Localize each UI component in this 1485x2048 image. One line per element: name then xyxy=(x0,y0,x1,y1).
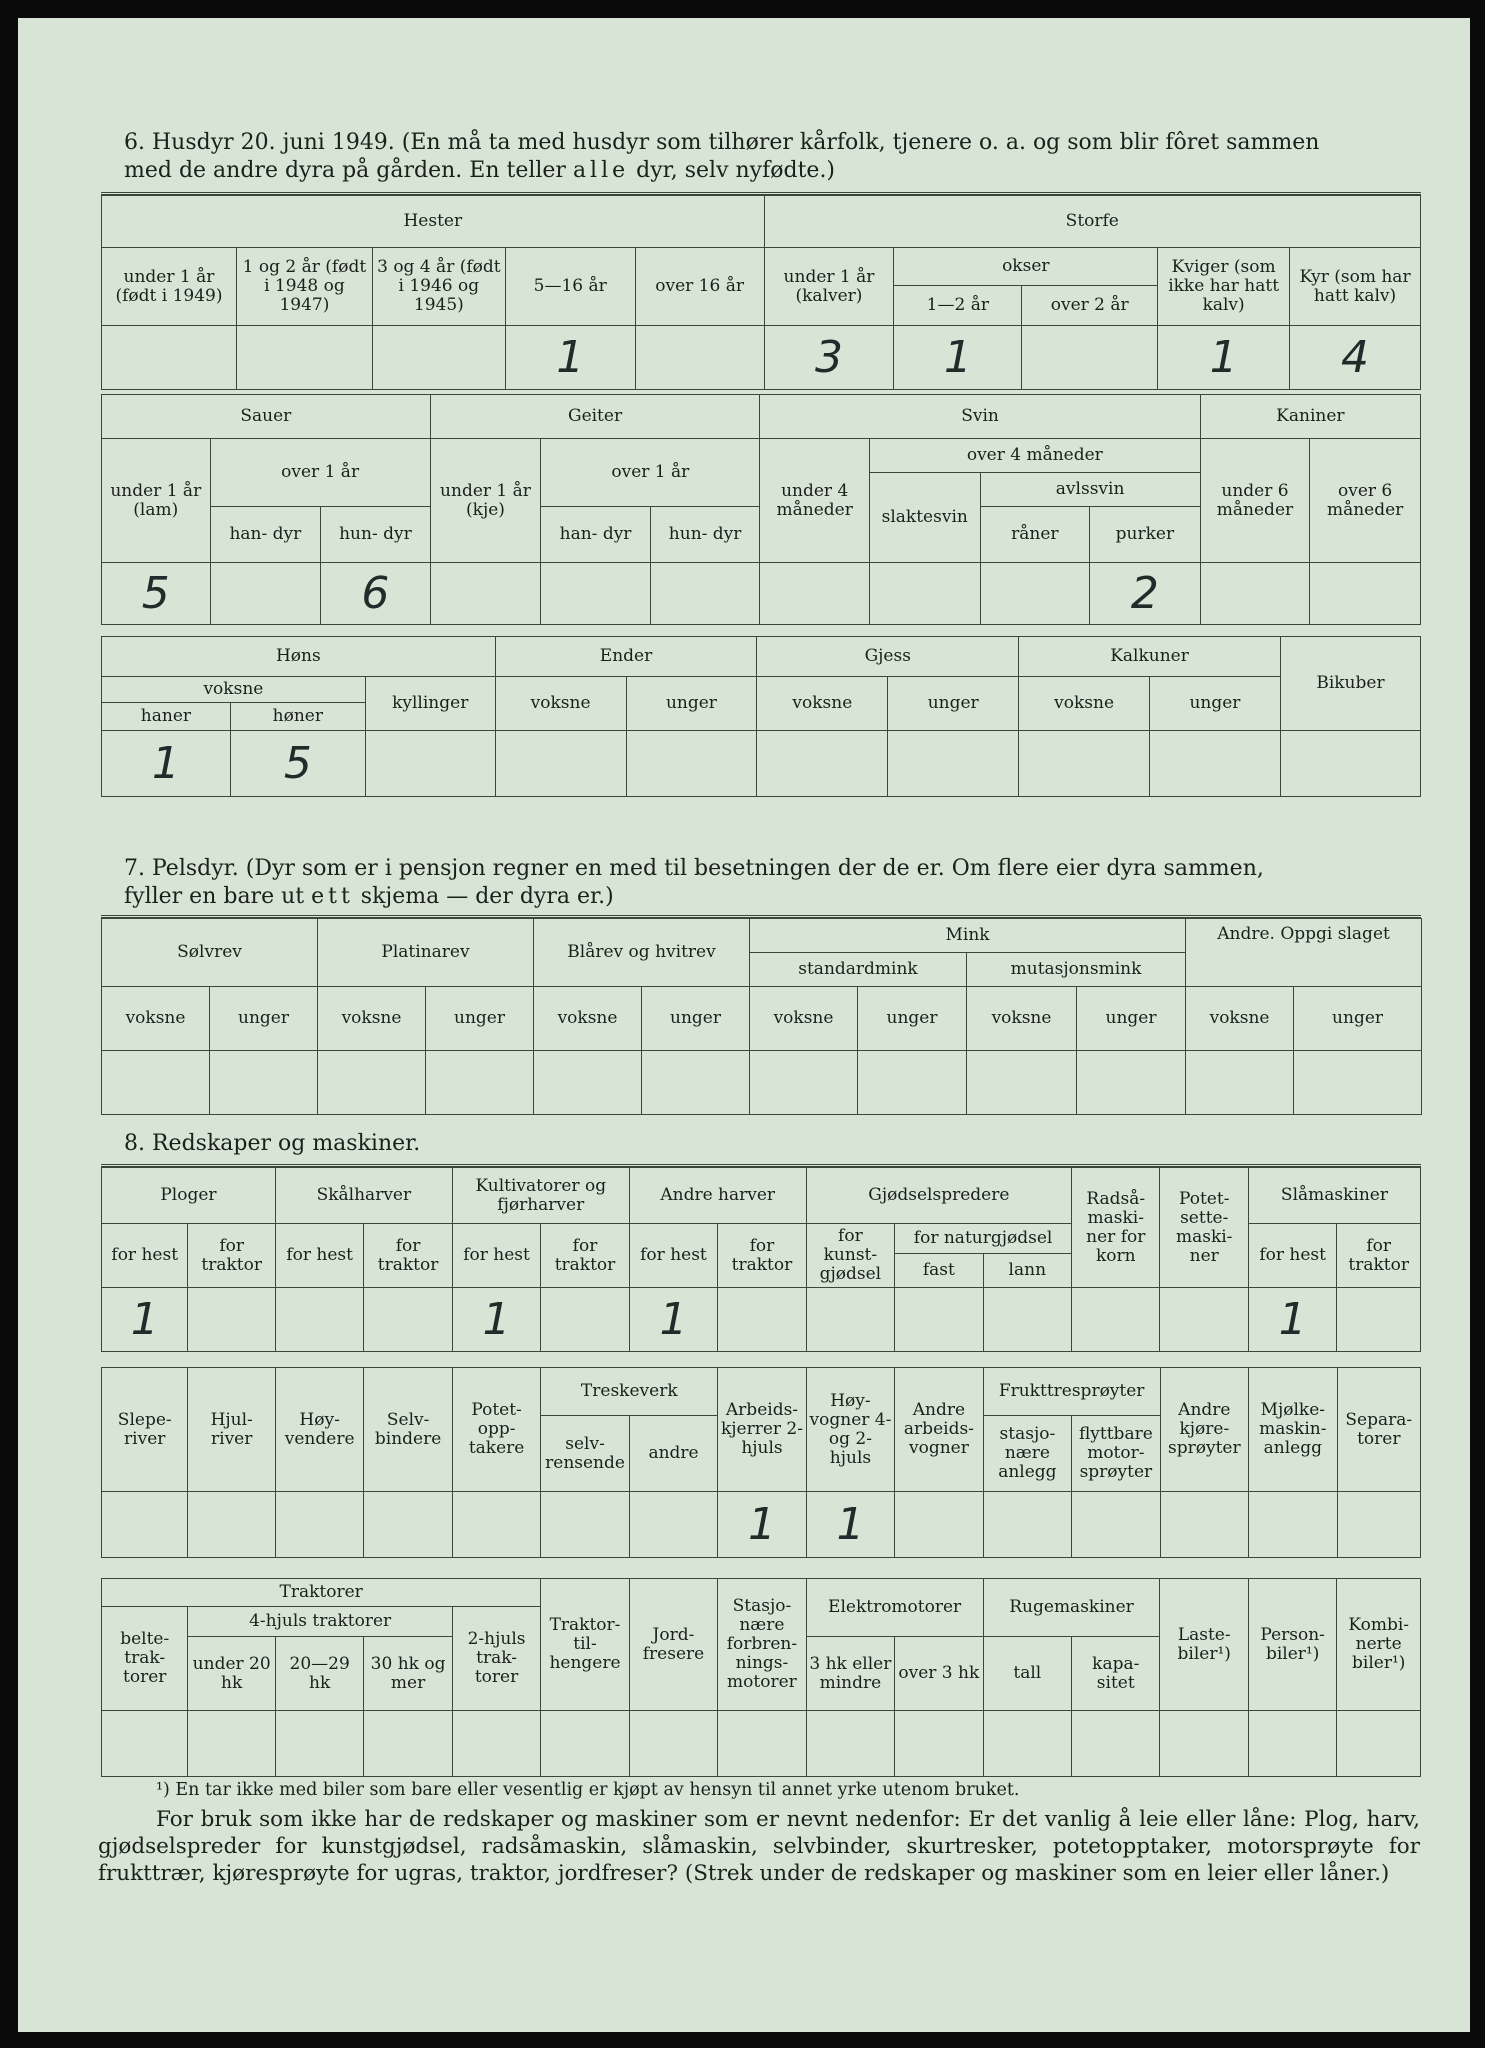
header-2-hjuls-traktorer: 2-hjuls trak- torer xyxy=(452,1607,540,1711)
cell-value[interactable] xyxy=(1160,1492,1248,1558)
header-slamaskiner: Slåmaskiner xyxy=(1248,1168,1420,1224)
header-unger: unger xyxy=(1077,987,1186,1051)
header-lastebiler: Laste- biler¹) xyxy=(1160,1579,1248,1711)
cell-value[interactable]: 1 xyxy=(629,1288,717,1352)
cell-value[interactable] xyxy=(1072,1288,1160,1352)
cell-value[interactable] xyxy=(967,1051,1077,1115)
header-stasjonaere-anlegg: stasjo- nære anlegg xyxy=(983,1416,1071,1492)
header-solvrev: Sølvrev xyxy=(102,919,318,987)
header-kanin-over6: over 6 måneder xyxy=(1310,439,1421,563)
cell-value[interactable] xyxy=(495,731,626,797)
cell-value[interactable]: 5 xyxy=(230,731,365,797)
header-for-traktor: for traktor xyxy=(718,1224,806,1288)
header-svin: Svin xyxy=(760,395,1200,439)
cell-value[interactable] xyxy=(757,731,888,797)
header-voksne: voksne xyxy=(967,987,1077,1051)
header-arbeidskjerrer: Arbeids- kjerrer 2-hjuls xyxy=(718,1368,806,1492)
header-beltetraktorer: belte- trak- torer xyxy=(102,1607,188,1711)
header-unger: unger xyxy=(426,987,534,1051)
header-avlssvin: avlssvin xyxy=(980,473,1200,507)
cell-value[interactable] xyxy=(275,1711,363,1777)
header-for-traktor: for traktor xyxy=(541,1224,629,1288)
table-sauer-geiter-svin xyxy=(101,394,1421,625)
cell-value[interactable] xyxy=(806,1711,894,1777)
footnote: ¹) En tar ikke med biler som bare eller vesentlig er kjøpt av hensyn til annet yrke utenom bruket. xyxy=(156,1780,1020,1800)
header-andre-kjoresproyter: Andre kjøre- sprøyter xyxy=(1160,1368,1248,1492)
cell-value[interactable]: 1 xyxy=(505,326,635,390)
header-4-hjuls-traktorer: 4-hjuls traktorer xyxy=(188,1607,452,1637)
table-maskiner xyxy=(101,1367,1421,1558)
cell-value[interactable] xyxy=(534,1051,642,1115)
cell-value[interactable] xyxy=(188,1288,275,1352)
cell-value[interactable]: 1 xyxy=(806,1492,894,1558)
header-kanin-under6: under 6 måneder xyxy=(1200,439,1310,563)
cell-value[interactable]: 4 xyxy=(1290,326,1421,390)
header-haner: haner xyxy=(102,703,231,731)
cell-value[interactable] xyxy=(858,1051,967,1115)
header-skalharver: Skålharver xyxy=(275,1168,452,1224)
header-for-hest: for hest xyxy=(452,1224,540,1288)
header-raner: råner xyxy=(980,507,1090,563)
header-treske-andre: andre xyxy=(629,1416,717,1492)
header-hons: Høns xyxy=(102,637,496,677)
cell-value[interactable] xyxy=(1077,1051,1186,1115)
header-20-29hk: 20—29 hk xyxy=(275,1637,363,1711)
header-slaktesvin: slaktesvin xyxy=(869,473,980,563)
header-sauer: Sauer xyxy=(102,395,431,439)
cell-value[interactable] xyxy=(650,563,760,625)
cell-value[interactable] xyxy=(102,1711,188,1777)
header-flyttbare-motorsproyter: flyttbare motor- sprøyter xyxy=(1072,1416,1160,1492)
cell-value[interactable] xyxy=(1019,731,1150,797)
cell-value[interactable] xyxy=(1337,1711,1421,1777)
cell-value[interactable] xyxy=(750,1051,858,1115)
header-under-20hk: under 20 hk xyxy=(188,1637,275,1711)
cell-value[interactable] xyxy=(210,563,321,625)
table-fjorfe xyxy=(101,636,1421,797)
header-unger: unger xyxy=(858,987,967,1051)
header-gjodselspredere: Gjødselspredere xyxy=(806,1168,1071,1224)
header-kalkuner-unger: unger xyxy=(1150,677,1281,731)
cell-value[interactable] xyxy=(635,326,764,390)
header-ender-voksne: voksne xyxy=(495,677,626,731)
cell-value[interactable]: 1 xyxy=(102,731,231,797)
cell-value[interactable] xyxy=(430,563,541,625)
header-blarev: Blårev og hvitrev xyxy=(534,919,750,987)
cell-value[interactable] xyxy=(895,1492,983,1558)
header-kombinerte-biler: Kombi- nerte biler¹) xyxy=(1337,1579,1421,1711)
header-voksne: voksne xyxy=(1186,987,1294,1051)
cell-value[interactable] xyxy=(983,1288,1071,1352)
header-voksne: voksne xyxy=(750,987,858,1051)
form-page xyxy=(18,18,1470,2032)
cell-value[interactable] xyxy=(188,1492,275,1558)
header-hoyvogner: Høy- vogner 4- og 2- hjuls xyxy=(806,1368,894,1492)
section7-line1: 7. Pelsdyr. (Dyr som er i pensjon regner en med til besetningen der de er. Om flere eier dyra sammen, xyxy=(124,856,1264,881)
table-traktorer xyxy=(101,1578,1421,1777)
header-kalkuner-voksne: voksne xyxy=(1019,677,1150,731)
header-platinarev: Platinarev xyxy=(318,919,534,987)
header-hest-5-16: 5—16 år xyxy=(505,248,635,326)
header-for-traktor: for traktor xyxy=(1337,1224,1421,1288)
cell-value[interactable] xyxy=(888,731,1019,797)
cell-value[interactable] xyxy=(1249,1492,1337,1558)
cell-value[interactable]: 6 xyxy=(321,563,431,625)
header-lann: lann xyxy=(983,1254,1071,1288)
cell-value[interactable] xyxy=(452,1492,540,1558)
header-for-naturgjodsel: for naturgjødsel xyxy=(895,1224,1072,1254)
cell-value[interactable] xyxy=(541,1288,629,1352)
cell-value[interactable] xyxy=(210,1051,318,1115)
header-frukttresproyter: Frukttresprøyter xyxy=(983,1368,1160,1416)
cell-value[interactable] xyxy=(102,1492,188,1558)
cell-value[interactable] xyxy=(895,1288,983,1352)
header-sau-handyr: han- dyr xyxy=(210,507,321,563)
header-kaniner: Kaniner xyxy=(1200,395,1420,439)
header-3hk-eller-mindre: 3 hk eller mindre xyxy=(806,1637,894,1711)
cell-value[interactable] xyxy=(629,1492,717,1558)
cell-value[interactable] xyxy=(983,1492,1071,1558)
section8-title: 8. Redskaper og maskiner. xyxy=(124,1131,421,1156)
header-rugemaskin-kapasitet: kapa- sitet xyxy=(1072,1637,1160,1711)
header-voksne: voksne xyxy=(534,987,642,1051)
header-andre-arbeidsvogner: Andre arbeids- vogner xyxy=(895,1368,983,1492)
header-hest-over16: over 16 år xyxy=(635,248,764,326)
header-kyllinger: kyllinger xyxy=(365,677,495,731)
header-personbiler: Person- biler¹) xyxy=(1248,1579,1336,1711)
section6-line2: med de andre dyra på gården. En teller alle dyr, selv nyfødte.) xyxy=(124,158,836,183)
header-kultivatorer: Kultivatorer og fjørharver xyxy=(452,1168,629,1224)
cell-value[interactable]: 1 xyxy=(894,326,1022,390)
cell-value[interactable] xyxy=(1248,1711,1336,1777)
cell-value[interactable] xyxy=(102,1051,210,1115)
header-hons-voksne: voksne xyxy=(102,677,366,703)
header-stasjonaere-motorer: Stasjo- nære forbren- nings- motorer xyxy=(718,1579,806,1711)
header-for-hest: for hest xyxy=(629,1224,717,1288)
cell-value[interactable] xyxy=(372,326,505,390)
cell-value[interactable] xyxy=(1022,326,1158,390)
cell-value[interactable] xyxy=(318,1051,426,1115)
header-slepe-river: Slepe- river xyxy=(102,1368,188,1492)
header-bikuber: Bikuber xyxy=(1280,637,1420,731)
cell-value[interactable]: 5 xyxy=(102,563,211,625)
header-unger: unger xyxy=(642,987,750,1051)
header-jordfresere: Jord- fresere xyxy=(629,1579,717,1711)
cell-value[interactable] xyxy=(642,1051,750,1115)
header-voksne: voksne xyxy=(102,987,210,1051)
cell-value[interactable] xyxy=(1160,1711,1248,1777)
cell-value[interactable] xyxy=(236,326,372,390)
cell-value[interactable] xyxy=(102,326,237,390)
header-geiter: Geiter xyxy=(430,395,760,439)
header-over-3hk: over 3 hk xyxy=(895,1637,983,1711)
header-okser: okser xyxy=(894,248,1158,286)
cell-value[interactable] xyxy=(869,563,980,625)
header-svin-over4: over 4 måneder xyxy=(869,439,1200,473)
header-okser-1-2: 1—2 år xyxy=(894,286,1022,326)
header-hest-3og4: 3 og 4 år (født i 1946 og 1945) xyxy=(372,248,505,326)
header-honer: høner xyxy=(230,703,365,731)
cell-value[interactable] xyxy=(1337,1288,1421,1352)
header-potetopptakere: Potet- opp- takere xyxy=(452,1368,540,1492)
header-kviger: Kviger (som ikke har hatt kalv) xyxy=(1158,248,1290,326)
header-kalver: under 1 år (kalver) xyxy=(764,248,894,326)
header-purker: purker xyxy=(1090,507,1201,563)
cell-value[interactable]: 1 xyxy=(1158,326,1290,390)
header-mjolkemaskinanlegg: Mjølke- maskin- anlegg xyxy=(1249,1368,1337,1492)
cell-value[interactable] xyxy=(541,1492,629,1558)
cell-value[interactable] xyxy=(364,1288,452,1352)
cell-value[interactable] xyxy=(980,563,1090,625)
cell-value[interactable] xyxy=(426,1051,534,1115)
cell-value[interactable] xyxy=(760,563,870,625)
cell-value[interactable]: 1 xyxy=(452,1288,540,1352)
section6-line1: 6. Husdyr 20. juni 1949. (En må ta med husdyr som tilhører kårfolk, tjenere o. a. og som blir fôret sammen xyxy=(124,130,1320,155)
header-traktortilhengere: Traktor- til- hengere xyxy=(541,1579,629,1711)
header-treskeverk: Treskeverk xyxy=(541,1368,718,1416)
cell-value[interactable] xyxy=(1150,731,1281,797)
header-sau-hundyr: hun- dyr xyxy=(321,507,431,563)
header-geit-hundyr: hun- dyr xyxy=(650,507,760,563)
header-for-traktor: for traktor xyxy=(188,1224,275,1288)
cell-value[interactable] xyxy=(1200,563,1310,625)
header-hest-under1: under 1 år (født i 1949) xyxy=(102,248,237,326)
cell-value[interactable] xyxy=(365,731,495,797)
cell-value[interactable]: 3 xyxy=(764,326,894,390)
header-for-hest: for hest xyxy=(1248,1224,1336,1288)
header-andre-pelsdyr: Andre. Oppgi slaget xyxy=(1186,919,1422,987)
cell-value[interactable] xyxy=(541,1711,629,1777)
header-hjul-river: Hjul- river xyxy=(188,1368,275,1492)
table-redskaper xyxy=(101,1167,1421,1352)
header-traktorer: Traktorer xyxy=(102,1579,541,1607)
header-kyr: Kyr (som har hatt kalv) xyxy=(1290,248,1421,326)
cell-value[interactable] xyxy=(1294,1051,1422,1115)
header-ender: Ender xyxy=(495,637,757,677)
header-fast: fast xyxy=(895,1254,983,1288)
cell-value[interactable] xyxy=(983,1711,1071,1777)
cell-value[interactable] xyxy=(364,1492,452,1558)
header-svin-under4: under 4 måneder xyxy=(760,439,870,563)
header-okser-over2: over 2 år xyxy=(1022,286,1158,326)
header-storfe: Storfe xyxy=(764,196,1420,248)
header-hester: Hester xyxy=(102,196,765,248)
cell-value[interactable] xyxy=(275,1288,363,1352)
header-for-hest: for hest xyxy=(275,1224,363,1288)
table-pelsdyr xyxy=(101,918,1422,1115)
header-separatorer: Separa- torer xyxy=(1337,1368,1420,1492)
header-lam: under 1 år (lam) xyxy=(102,439,211,563)
cell-value[interactable] xyxy=(629,1711,717,1777)
cell-value[interactable] xyxy=(1072,1711,1160,1777)
table-hester-storfe xyxy=(101,195,1421,390)
header-potetsettemaskiner: Potet- sette- maski- ner xyxy=(1160,1168,1248,1288)
cell-value[interactable] xyxy=(541,563,651,625)
header-hoyvendere: Høy- vendere xyxy=(275,1368,363,1492)
cell-value[interactable] xyxy=(626,731,757,797)
cell-value[interactable] xyxy=(1337,1492,1420,1558)
header-kje: under 1 år (kje) xyxy=(430,439,541,563)
header-hest-1og2: 1 og 2 år (født i 1948 og 1947) xyxy=(236,248,372,326)
header-sau-over1: over 1 år xyxy=(210,439,430,507)
header-andre-harver: Andre harver xyxy=(629,1168,806,1224)
cell-value[interactable] xyxy=(452,1711,540,1777)
final-paragraph: For bruk som ikke har de redskaper og maskiner som er nevnt nedenfor: Er det vanlig å leie eller låne: Plog, harv, gjødselspreder for kunstgjødsel, radsåmaskin, slåmaskin, selvbinder, skurtresker, potetopptaker, motorsprøyte for frukttrær, kjøresprøyte for ugras, traktor, jordfreser? (Strek under de redskaper og maskiner som en leier eller låner.) xyxy=(98,1807,1420,1886)
cell-value[interactable] xyxy=(1072,1492,1160,1558)
cell-value[interactable] xyxy=(1160,1288,1248,1352)
cell-value[interactable] xyxy=(188,1711,275,1777)
cell-value[interactable] xyxy=(1310,563,1421,625)
cell-value[interactable] xyxy=(275,1492,363,1558)
header-geit-handyr: han- dyr xyxy=(541,507,651,563)
header-ploger: Ploger xyxy=(102,1168,276,1224)
cell-value[interactable]: 1 xyxy=(102,1288,188,1352)
cell-value[interactable]: 1 xyxy=(1248,1288,1336,1352)
cell-value[interactable] xyxy=(895,1711,983,1777)
cell-value[interactable] xyxy=(718,1711,806,1777)
cell-value[interactable] xyxy=(1186,1051,1294,1115)
header-ender-unger: unger xyxy=(626,677,757,731)
header-radsamaskiner: Radså- maski- ner for korn xyxy=(1072,1168,1160,1288)
header-unger: unger xyxy=(210,987,318,1051)
header-geit-over1: over 1 år xyxy=(541,439,760,507)
header-selvbindere: Selv- bindere xyxy=(364,1368,452,1492)
header-kalkuner: Kalkuner xyxy=(1019,637,1281,677)
header-mink: Mink xyxy=(750,919,1186,953)
header-standardmink: standardmink xyxy=(750,953,967,987)
header-gjess-unger: unger xyxy=(888,677,1019,731)
cell-value[interactable]: 2 xyxy=(1090,563,1201,625)
section7-line2: fyller en bare ut ett skjema — der dyra er.) xyxy=(124,884,614,909)
header-rugemaskiner: Rugemaskiner xyxy=(983,1579,1160,1637)
header-rugemaskin-tall: tall xyxy=(983,1637,1071,1711)
header-30hk-og-mer: 30 hk og mer xyxy=(364,1637,452,1711)
cell-value[interactable]: 1 xyxy=(718,1492,806,1558)
header-gjess: Gjess xyxy=(757,637,1019,677)
cell-value[interactable] xyxy=(806,1288,894,1352)
cell-value[interactable] xyxy=(1280,731,1420,797)
header-elektromotorer: Elektromotorer xyxy=(806,1579,983,1637)
cell-value[interactable] xyxy=(364,1711,452,1777)
header-for-hest: for hest xyxy=(102,1224,188,1288)
header-gjess-voksne: voksne xyxy=(757,677,888,731)
header-for-kunstgjodsel: for kunst- gjødsel xyxy=(806,1224,894,1288)
header-for-traktor: for traktor xyxy=(364,1224,452,1288)
header-voksne: voksne xyxy=(318,987,426,1051)
cell-value[interactable] xyxy=(718,1288,806,1352)
header-mutasjonsmink: mutasjonsmink xyxy=(967,953,1186,987)
header-selvrensende: selv- rensende xyxy=(541,1416,629,1492)
header-unger: unger xyxy=(1294,987,1422,1051)
